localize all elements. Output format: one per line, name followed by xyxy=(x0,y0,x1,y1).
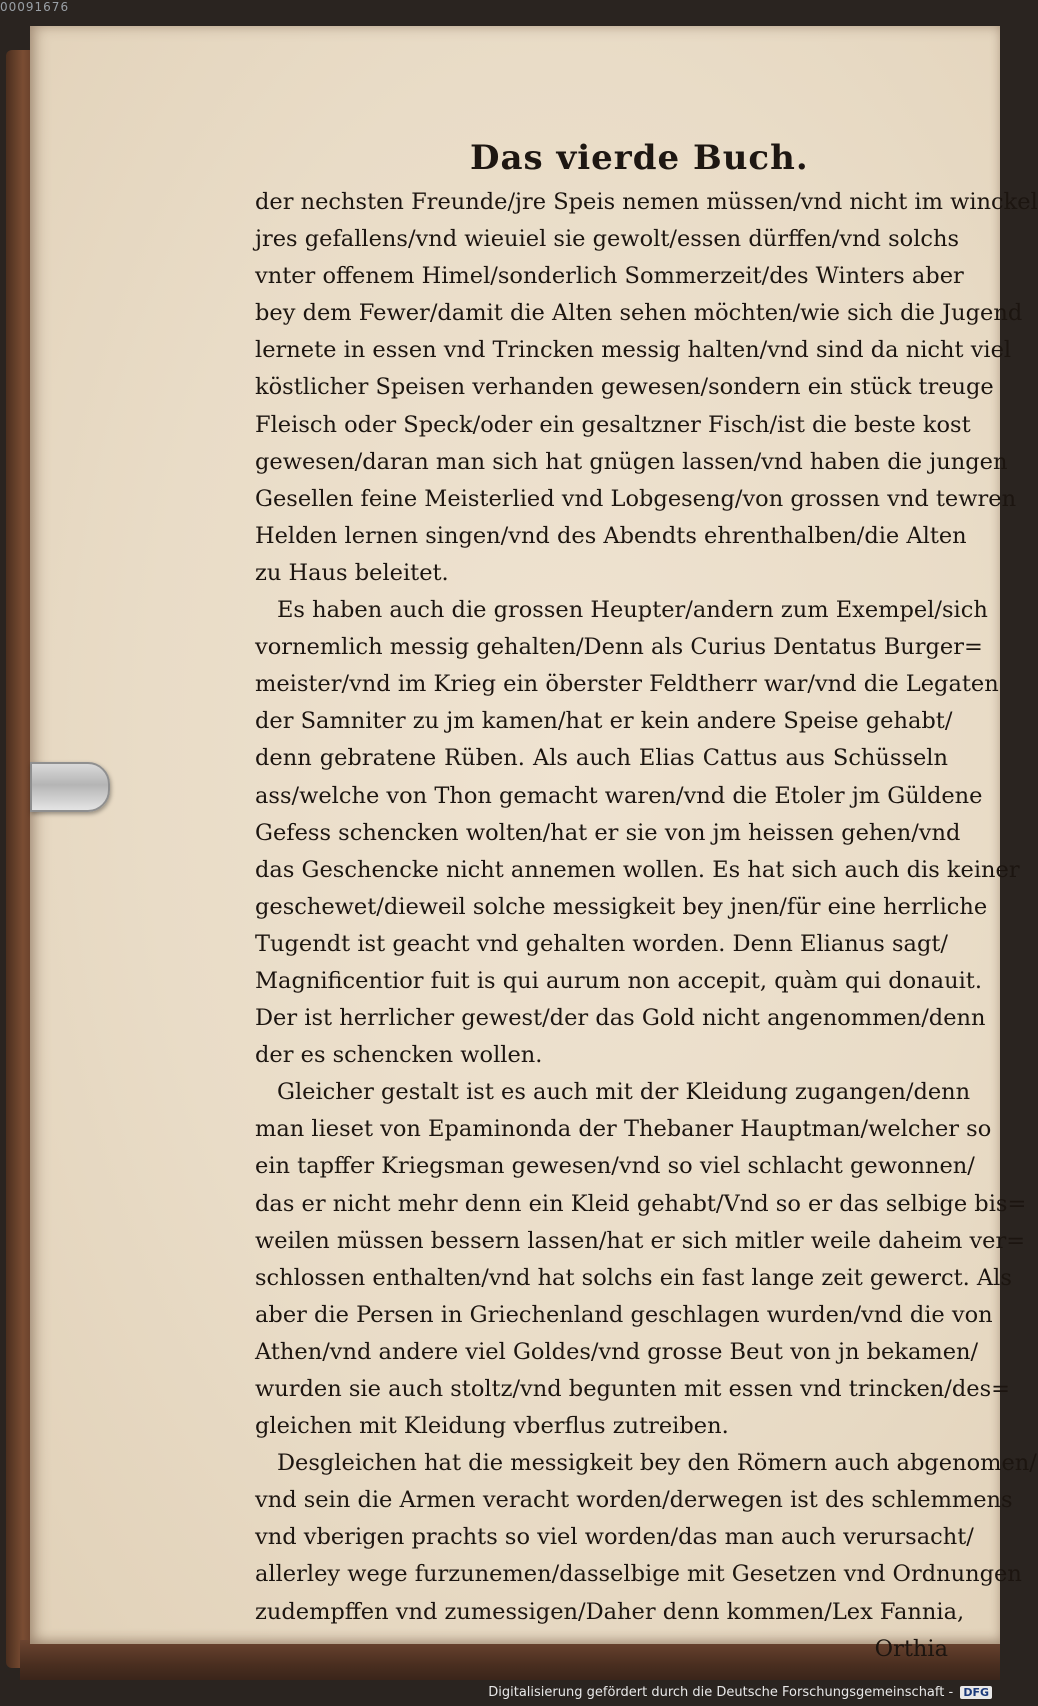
text-line: vnd sein die Armen veracht worden/derwegen ist des schlemmens xyxy=(255,1487,1013,1514)
text-line: Gleicher gestalt ist es auch mit der Kleidung zugangen/denn xyxy=(277,1079,971,1106)
text-line: vnter offenem Himel/sonderlich Sommerzeit/des Winters aber xyxy=(255,263,964,290)
body-text xyxy=(255,184,1038,1668)
page-clip xyxy=(30,762,110,812)
text-line: gewesen/daran man sich hat gnügen lassen/vnd haben die jungen xyxy=(255,448,1008,475)
text-line: jres gefallens/vnd wieuiel sie gewolt/essen dürffen/vnd solchs xyxy=(255,226,960,253)
text-line: schlossen enthalten/vnd hat solchs ein fast lange zeit gewerct. Als xyxy=(255,1264,1012,1291)
text-line: gleichen mit Kleidung vberflus zutreiben. xyxy=(255,1413,729,1440)
text-line: weilen müssen bessern lassen/hat er sich mitler weile daheim ver= xyxy=(255,1227,1026,1254)
footer-credit xyxy=(488,1685,992,1700)
text-line: der nechsten Freunde/jre Speis nemen müssen/vnd nicht im winckel xyxy=(255,189,1038,215)
text-line: köstlicher Speisen verhanden gewesen/sondern ein stück treuge xyxy=(255,374,994,401)
text-line: Gesellen feine Meisterlied vnd Lobgeseng/von grossen vnd tewren xyxy=(255,485,1017,512)
text-line: Es haben auch die grossen Heupter/andern zum Exempel/sich xyxy=(277,597,988,624)
frame-id: 00091676 xyxy=(0,0,70,14)
text-line: Helden lernen singen/vnd des Abendts ehrenthalben/die Alten xyxy=(255,522,967,549)
text-line: vnd vberigen prachts so viel worden/das man auch verursacht/ xyxy=(255,1524,974,1551)
text-line: Tugendt ist geacht vnd gehalten worden. Denn Elianus sagt/ xyxy=(255,930,948,957)
text-line: Magnificentior fuit is qui aurum non accepit, quàm qui donauit. xyxy=(255,967,982,994)
text-line: wurden sie auch stoltz/vnd begunten mit essen vnd trincken/des= xyxy=(255,1376,1010,1402)
text-line: Athen/vnd andere viel Goldes/vnd grosse Beut von jn bekamen/ xyxy=(255,1338,979,1365)
text-line: Orthia xyxy=(874,1635,948,1662)
text-line: meister/vnd im Krieg ein öberster Feldtherr war/vnd die Legaten xyxy=(255,671,999,698)
text-line: Desgleichen hat die messigkeit bey den Römern auch abgenomen/ xyxy=(277,1450,1037,1477)
text-line: bey dem Fewer/damit die Alten sehen möchten/wie sich die Jugend xyxy=(255,300,1023,327)
text-line: ass/welche von Thon gemacht waren/vnd die Etoler jm Güldene xyxy=(255,782,983,809)
text-line: man lieset von Epaminonda der Thebaner Hauptman/welcher so xyxy=(255,1116,992,1143)
text-line: lernete in essen vnd Trincken messig halten/vnd sind da nicht viel xyxy=(255,337,1012,364)
text-line: das er nicht mehr denn ein Kleid gehabt/Vnd so er das selbige bis= xyxy=(255,1190,1027,1217)
text-line: allerley wege furzunemen/dasselbige mit Gesetzen vnd Ordnungen xyxy=(255,1561,1022,1588)
text-line: Fleisch oder Speck/oder ein gesaltzner Fisch/ist die beste kost xyxy=(255,411,971,438)
text-line: zudempffen vnd zumessigen/Daher denn kommen/Lex Fannia, xyxy=(255,1598,965,1625)
text-line: Gefess schencken wolten/hat er sie von jm heissen gehen/vnd xyxy=(255,819,961,846)
text-line: aber die Persen in Griechenland geschlagen wurden/vnd die von xyxy=(255,1301,993,1328)
text-line: vornemlich messig gehalten/Denn als Curius Dentatus Burger= xyxy=(255,634,983,661)
page-header: Das vierde Buch. xyxy=(470,138,809,178)
text-line: zu Haus beleitet. xyxy=(255,559,449,586)
text-line: denn gebratene Rüben. Als auch Elias Cattus aus Schüsseln xyxy=(255,745,948,772)
dfg-logo: DFG xyxy=(960,1686,992,1699)
text-line: Der ist herrlicher gewest/der das Gold nicht angenommen/denn xyxy=(255,1005,986,1032)
text-line: das Geschencke nicht annemen wollen. Es hat sich auch dis keiner xyxy=(255,856,1020,883)
text-line: geschewet/dieweil solche messigkeit bey jnen/für eine herrliche xyxy=(255,893,988,920)
footer-text: Digitalisierung gefördert durch die Deutsche Forschungsgemeinschaft - xyxy=(488,1685,954,1700)
text-line: der es schencken wollen. xyxy=(255,1042,543,1069)
text-line: der Samniter zu jm kamen/hat er kein andere Speise gehabt/ xyxy=(255,708,953,735)
text-line: ein tapffer Kriegsman gewesen/vnd so viel schlacht gewonnen/ xyxy=(255,1153,975,1180)
